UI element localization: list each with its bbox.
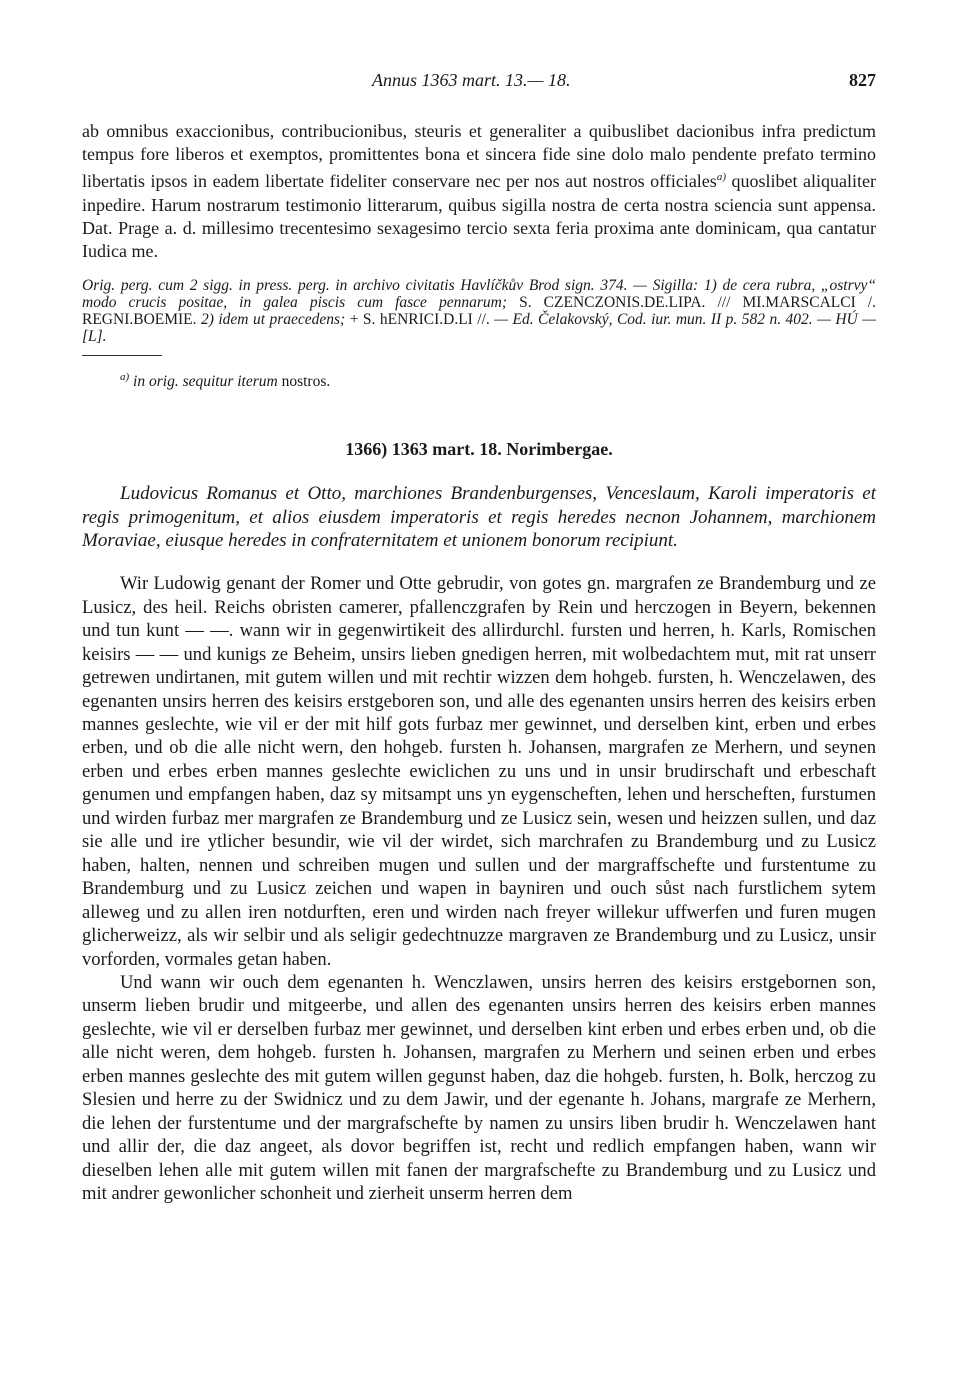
page-number: 827 (849, 70, 876, 90)
source-note-part1: Orig. perg. cum 2 sigg. in press. perg. in archivo civitatis Havlíčkův Brod sign. 374. — Sigilla: 1) de cera rubra, „ostrvy“ modo crucis positae, in galea piscis cum fasce pennarum; (82, 277, 876, 312)
page (82, 70, 876, 1206)
footnote-marker: a) (716, 171, 726, 184)
source-note-part3: — Ed. Čelakovský, Cod. iur. mun. II p. 582 n. 402. — HÚ — [L]. (82, 311, 876, 346)
footnote (82, 368, 876, 391)
footnote-rule (82, 355, 162, 356)
seal-legend-1: S. CZENCZONIS.DE.LIPA. /// MI.MARSCALCI /. REGNI.BOEMIE. (82, 294, 876, 329)
footnote-label: a) (120, 371, 130, 384)
body-paragraph-2: Und wann wir ouch dem egenanten h. Wenczlawen, unsirs herren des keisirs erstgebornen son, unserm lieben brudir und mitgeerbe, und allen des egenanten unsirs herren des keisirs erben mannes geslechte, wie vil er derselben furbaz mer gewinnet, und derselben kint erben und erbes erben und, ob die alle nicht weren, dem hohgeb. fursten h. Johansen, margrafen zu Merhern und seinen erben und erbes erben mannes geslechte des mit gutem willen gegunst haben, daz die hohgeb. fursten, h. Bolk, herczog zu Slesien und herre zu der Swidnicz und zu dem Jawir, und der egenante h. Johans, margrafe ze Merhern, die lehen der furstentume und der margrafschefte by namen zu unsirs liben brudir h. Wenczelawen hant und allir der, die daz angeet, als dovor begriffen ist, recht und redlich empfangen haben, wann wir dieselben lehen alle mit gutem willen mit fanen der margrafschefte zu Brandemburg und zu Lusicz und mit andrer gewonlicher schonheit und zierheit unserm herren dem (82, 971, 876, 1205)
running-title: Annus 1363 mart. 13.— 18. (372, 70, 571, 90)
previous-document-text (82, 120, 876, 263)
seal-legend-2: + S. hENRICI.D.LI //. (349, 311, 490, 329)
previous-text-part1: ab omnibus exaccionibus, contribucionibus, steuris et generaliter a quibuslibet dacionibus infra predictum tempus fore liberos et exemptos, promittentes bona et sincera fide sine dolo malo pendente prefato termino libertatis ipsos in eadem libertate fideliter conservare nec per nos aut nostros officiales (82, 121, 876, 192)
regest: Ludovicus Romanus et Otto, marchiones Brandenburgenses, Venceslaum, Karoli imperatoris et regis primogenitum, et alios eiusdem imperatoris et regis heredes necnon Johannem, marchionem Moraviae, eiusque heredes in confraternitatem et unionem bonorum recipiunt. (82, 483, 876, 551)
source-note-part2: 2) idem ut praecedens; (196, 311, 350, 329)
footnote-roman-text: nostros. (281, 373, 331, 391)
document-heading: 1366) 1363 mart. 18. Norimbergae. (345, 439, 613, 460)
page-header (82, 70, 876, 94)
footnote-italic-text: in orig. sequitur iterum (129, 373, 282, 391)
source-note (82, 277, 876, 345)
previous-text-part2: quoslibet aliqualiter inpedire. Harum nostrarum testimonio litterarum, quibus sigilla nostra de certa nostra sciencia sunt appensa. Dat. Prage a. d. millesimo trecentesimo sexagesimo tercio sexta feria proxima ante dominicam, qua cantatur Iudica me. (82, 171, 877, 262)
body-paragraph-1: Wir Ludowig genant der Romer und Otte gebrudir, von gotes gn. margrafen ze Brandemburg und ze Lusicz, des heil. Reichs obristen camerer, pfallenczgrafen by Rein und herczogen in Beyern, bekennen und tun kunt — —. wann wir in gegenwirtikeit des allirdurchl. fursten und herren, h. Karls, Romischen keisirs — — und kunigs ze Beheim, unsirs lieben gnedigen herren, mit wolbedachtem mut, mit rat unserr getrewen undirtanen, mit gutem willen und mit rechtir wizzen dem hohgeb. fursten, h. Wenczelawen, des egenanten unsirs herren des keisirs erstgeboren son, und alle des egenanten unsirs herren des keisirs erben mannes geslechte, wie vil er der mit hilf gots furbaz mer gewinnet, und derselben kint, erben und erbes erben, und ob die alle nicht wern, den hohgeb. fursten h. Johansen, margrafen ze Merhern, und seynen erben und erbes erben mannes geslechte ewiclichen zu uns und in unsir brudirschaft und erbeschaft genumen und empfangen haben, daz sy mitsampt uns yn eygenscheften, lehen und herscheften, furstumen und wirden furbaz mer margrafen ze Brandemburg und ze Lusicz sein, wesen und heizzen sullen, und daz sie alle und ire ytlicher besundir, wie vil der wirdet, sich marchrafen zu Brandemburg und zu Lusicz haben, halten, nennen und schreiben mugen und sullen und der margraffschefte und furstentume zu Brandemburg und zu Lusicz zeichen und wapen in bayniren und ouch sůst nach furstlichem sytem alleweg und zu allen iren notdurften, eren und wirden nach freyer willekur uffwerfen und furen mugen glicherweizz, als wir selbir und als seligir gedechtnuzze margraven ze Brandemburg und zu Lusicz, unsir vorforden, vormales getan haben. (82, 573, 876, 970)
